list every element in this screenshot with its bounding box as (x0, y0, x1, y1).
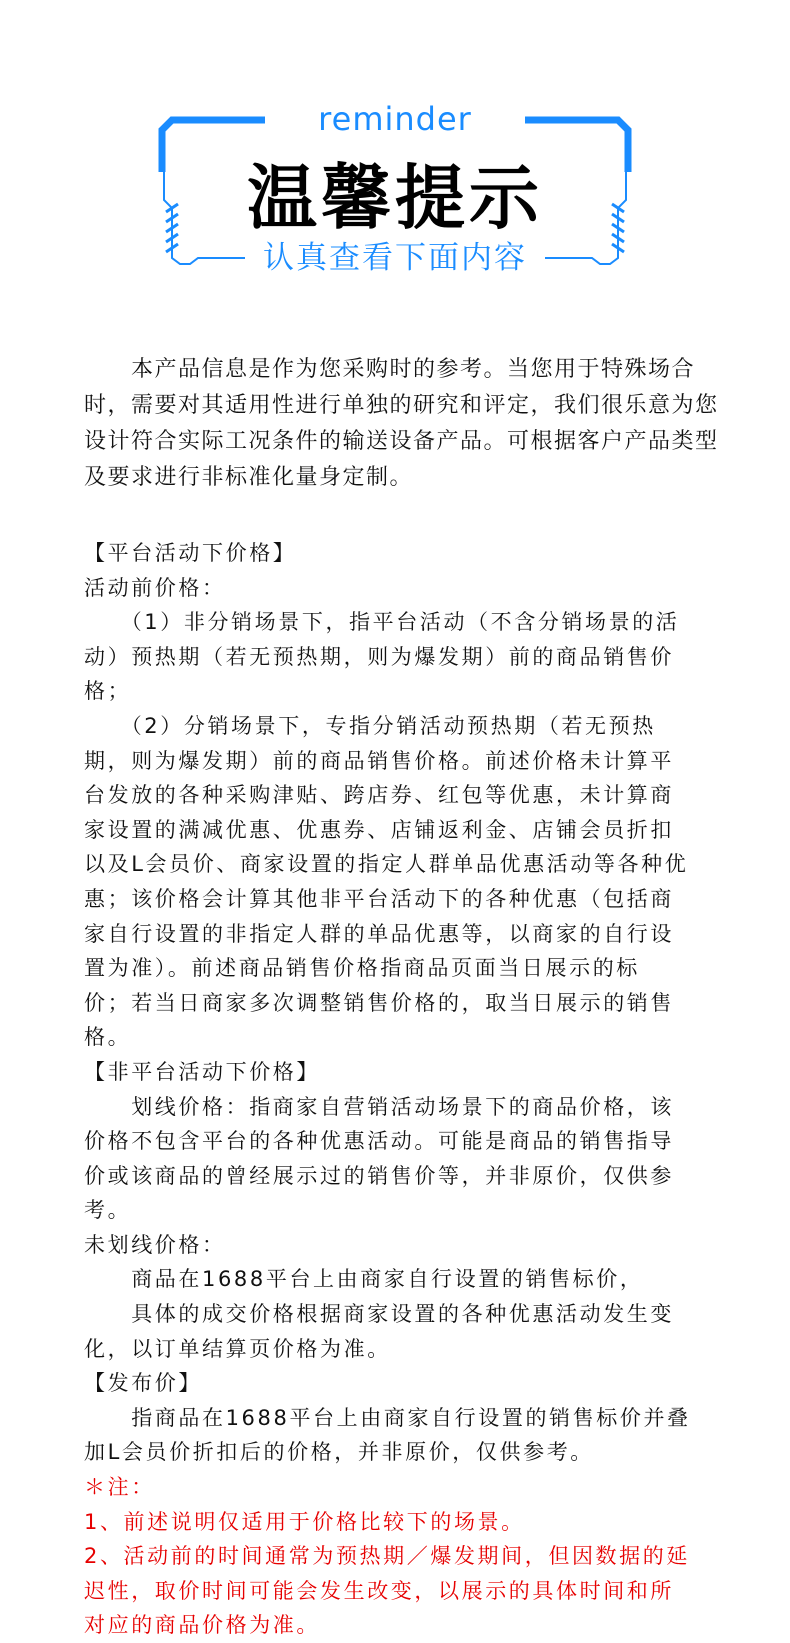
body-line: 台发放的各种采购津贴、跨店券、红包等优惠，未计算商 (84, 783, 674, 808)
reminder-header (0, 0, 790, 300)
note-line: 对应的商品价格为准。 (84, 1613, 320, 1638)
body-line: 置为准）。前述商品销售价格指商品页面当日展示的标 (84, 956, 640, 981)
body-line: 动）预热期（若无预热期，则为爆发期）前的商品销售价 (84, 644, 674, 669)
body-line: 价；若当日商家多次调整销售价格的，取当日展示的销售 (84, 990, 674, 1015)
body-line: 加L会员价折扣后的价格，并非原价，仅供参考。 (84, 1440, 594, 1465)
note-line: 1、前述说明仅适用于价格比较下的场景。 (84, 1509, 525, 1534)
body-line: 期，则为爆发期）前的商品销售价格。前述价格未计算平 (84, 748, 674, 773)
body-line: 【平台活动下价格】 (84, 541, 297, 565)
body-line: 价格不包含平台的各种优惠活动。可能是商品的销售指导 (84, 1129, 674, 1154)
body-line: 家设置的满减优惠、优惠券、店铺返利金、店铺会员折扣 (84, 817, 674, 842)
intro-line: 及要求进行非标准化量身定制。 (84, 465, 414, 490)
body-line: 家自行设置的非指定人群的单品优惠等，以商家的自行设 (84, 921, 674, 946)
body-line: 化，以订单结算页价格为准。 (84, 1336, 391, 1361)
body-line: 格； (84, 679, 132, 704)
page-subtitle: 认真查看下面内容 (263, 240, 527, 276)
body-line: 活动前价格： (84, 575, 226, 600)
body-line: 【发布价】 (84, 1371, 202, 1396)
body-line: 格。 (84, 1025, 132, 1050)
body-line: 指商品在1688平台上由商家自行设置的销售标价并叠 (84, 1405, 691, 1430)
reminder-label: reminder (318, 100, 472, 138)
body-line: 划线价格：指商家自营销活动场景下的商品价格，该 (84, 1094, 674, 1119)
intro-paragraph (84, 352, 719, 496)
body-line: 【非平台活动下价格】 (84, 1059, 320, 1084)
body-line: 以及L会员价、商家设置的指定人群单品优惠活动等各种优 (84, 852, 689, 877)
body-line: 惠；该价格会计算其他非平台活动下的各种优惠（包括商 (84, 886, 674, 911)
page-title: 温馨提示 (247, 157, 543, 239)
intro-line: 时，需要对其适用性进行单独的研究和评定，我们很乐意为您 (84, 393, 719, 418)
intro-line: 设计符合实际工况条件的输送设备产品。可根据客户产品类型 (84, 429, 719, 454)
body-line: 未划线价格： (84, 1232, 226, 1257)
body-line: （1）非分销场景下，指平台活动（不含分销场景的活 (84, 610, 680, 635)
intro-line: 本产品信息是作为您采购时的参考。当您用于特殊场合 (84, 357, 696, 382)
note-line: ＊注： (84, 1475, 155, 1500)
body-line: 考。 (84, 1198, 132, 1223)
note-line: 迟性，取价时间可能会发生改变，以展示的具体时间和所 (84, 1578, 674, 1603)
price-explanation (84, 536, 691, 1643)
body-line: （2）分销场景下，专指分销活动预热期（若无预热 (84, 713, 656, 738)
body-line: 价或该商品的曾经展示过的销售价等，并非原价，仅供参 (84, 1163, 674, 1188)
body-line: 具体的成交价格根据商家设置的各种优惠活动发生变 (84, 1302, 674, 1327)
note-line: 2、活动前的时间通常为预热期／爆发期间，但因数据的延 (84, 1544, 690, 1569)
body-line: 商品在1688平台上由商家自行设置的销售标价， (84, 1267, 644, 1292)
